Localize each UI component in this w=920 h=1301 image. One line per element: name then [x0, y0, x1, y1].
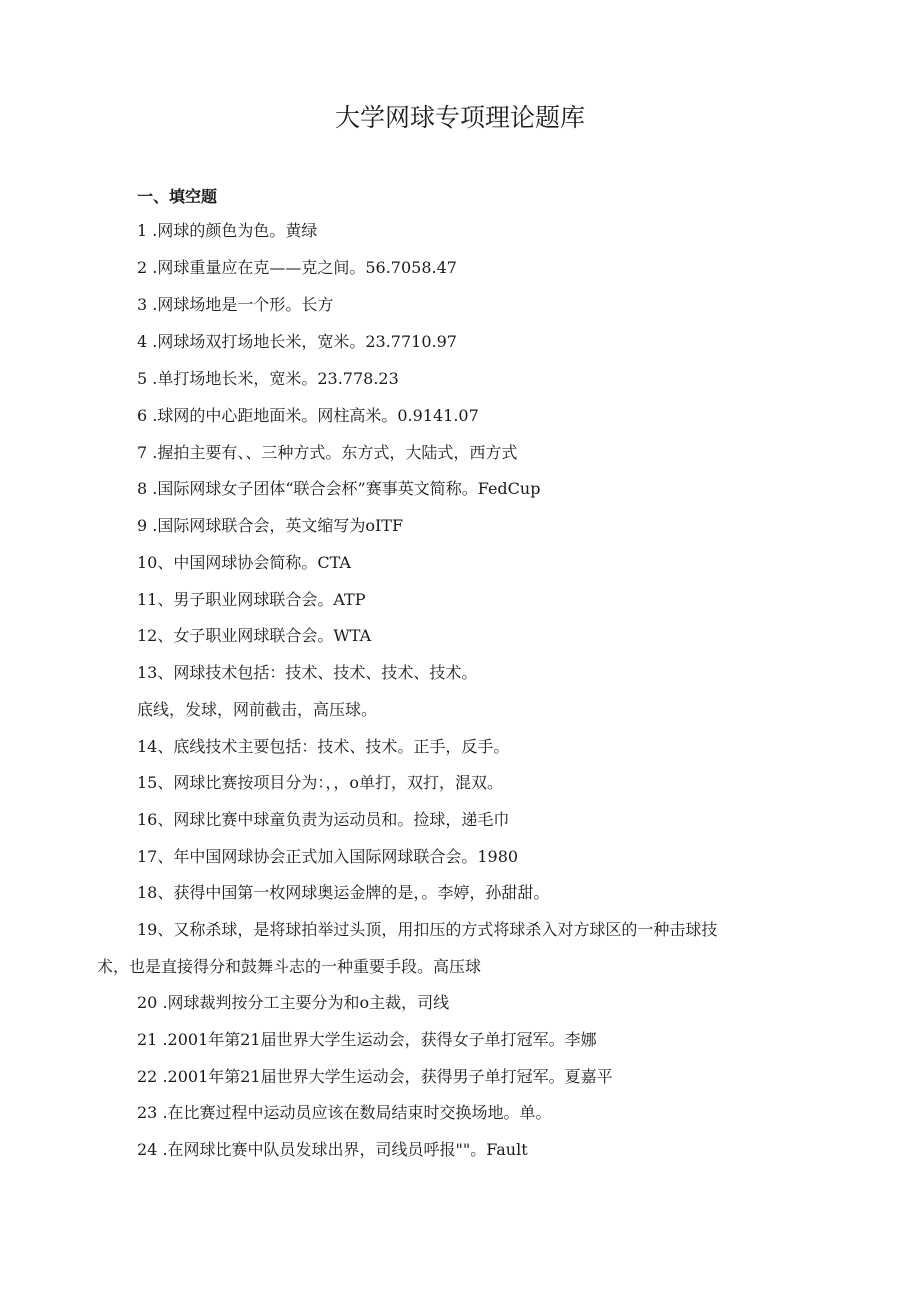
question-item: 3 .网球场地是一个形。长方 — [137, 295, 334, 314]
question-item: 9 .国际网球联合会，英文缩写为oITF — [137, 516, 404, 535]
question-item: 12、女子职业网球联合会。WTA — [137, 626, 372, 645]
question-item: 17、年中国网球协会正式加入国际网球联合会。1980 — [137, 847, 519, 866]
question-item: 22 .2001年第21届世界大学生运动会，获得男子单打冠军。夏嘉平 — [137, 1067, 613, 1086]
question-item: 7 .握拍主要有、、三种方式。东方式，大陆式，西方式 — [137, 443, 518, 462]
question-item: 13、网球技术包括：技术、技术、技术、技术。 — [137, 663, 478, 682]
question-item: 11、男子职业网球联合会。ATP — [137, 590, 366, 609]
question-item: 15、网球比赛按项目分为：，，o单打，双打，混双。 — [137, 773, 503, 792]
question-item: 2 .网球重量应在克——克之间。56.7058.47 — [137, 258, 457, 277]
question-item: 4 .网球场双打场地长米，宽米。23.7710.97 — [137, 332, 457, 351]
question-item: 19、又称杀球，是将球拍举过头顶，用扣压的方式将球杀入对方球区的一种击球技 — [137, 920, 718, 939]
question-item: 8 .国际网球女子团体“联合会杯”赛事英文简称。FedCup — [137, 479, 541, 498]
question-item: 20 .网球裁判按分工主要分为和o主裁，司线 — [137, 993, 450, 1012]
question-item: 16、网球比赛中球童负责为运动员和。捡球，递毛巾 — [137, 810, 510, 829]
question-item: 10、中国网球协会简称。CTA — [137, 553, 351, 572]
question-item: 24 .在网球比赛中队员发球出界，司线员呼报""。Fault — [137, 1140, 528, 1159]
question-item: 1 .网球的颜色为色。黄绿 — [137, 221, 318, 240]
question-item: 14、底线技术主要包括：技术、技术。正手，反手。 — [137, 737, 510, 756]
question-item: 5 .单打场地长米，宽米。23.778.23 — [137, 369, 399, 388]
question-item: 23 .在比赛过程中运动员应该在数局结束时交换场地。单。 — [137, 1103, 552, 1122]
question-item: 6 .球网的中心距地面米。网柱高米。0.9141.07 — [137, 406, 479, 425]
question-item: 21 .2001年第21届世界大学生运动会，获得女子单打冠军。李娜 — [137, 1030, 597, 1049]
question-item: 18、获得中国第一枚网球奥运金牌的是，。李婷，孙甜甜。 — [137, 883, 550, 902]
question-continuation: 术，也是直接得分和鼓舞斗志的一种重要手段。高压球 — [97, 957, 482, 976]
document-title: 大学网球专项理论题库 — [334, 103, 585, 132]
section-heading: 一、填空题 — [137, 187, 218, 206]
question-answer-line: 底线，发球，网前截击，高压球。 — [137, 700, 378, 719]
